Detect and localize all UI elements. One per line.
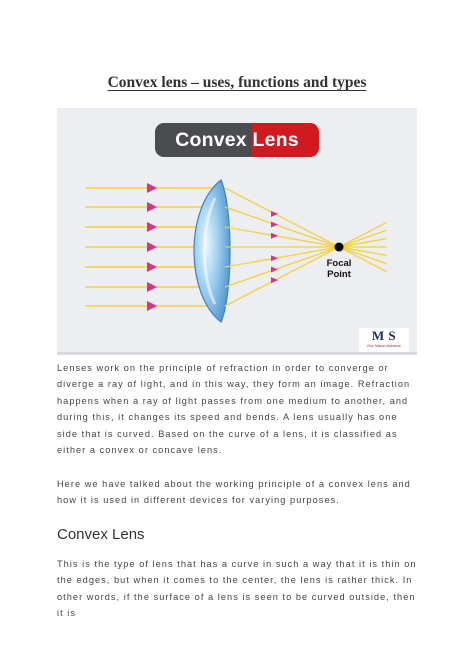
refracted-arrow bbox=[271, 266, 278, 272]
refracted-arrow bbox=[271, 277, 278, 283]
figure-divider bbox=[57, 352, 417, 355]
ray-arrow bbox=[147, 242, 157, 252]
intro-paragraph: Lenses work on the principle of refraction in order to converge or diverge a ray of light, and in this way, they form an image. Refraction happens when a ray of light passes from one medium to another, and during this, it changes its speed and bends. A lens usually has one side that is curved. Based on the curve of a lens, it is classified as either a convex or concave lens. bbox=[57, 363, 411, 456]
focal-point-label bbox=[314, 258, 364, 280]
focal-point-dot bbox=[335, 243, 344, 252]
logo-tagline: Our Vision Achieve bbox=[367, 343, 401, 348]
focal-label-line1: Focal bbox=[326, 258, 352, 269]
refracted-arrow bbox=[271, 211, 278, 217]
ray-arrow bbox=[147, 301, 157, 311]
convex-lens-figure bbox=[57, 108, 417, 354]
convex-lens-banner: Convex Lens bbox=[155, 123, 319, 157]
ray-arrow bbox=[147, 282, 157, 292]
focal-label-line2: Point bbox=[327, 269, 351, 280]
logo-mark: M S bbox=[371, 328, 397, 343]
ray-arrow bbox=[147, 222, 157, 232]
refracted-arrow bbox=[271, 255, 278, 261]
ray-arrow bbox=[147, 262, 157, 272]
section-heading: Convex Lens bbox=[57, 526, 145, 543]
refracted-arrow bbox=[271, 233, 278, 239]
ray-arrow bbox=[147, 202, 157, 212]
publisher-logo bbox=[359, 328, 409, 352]
ray-arrow bbox=[147, 183, 157, 193]
refracted-ray bbox=[225, 227, 387, 255]
page-title: Convex lens – uses, functions and types bbox=[107, 74, 367, 92]
refracted-rays bbox=[225, 188, 387, 306]
section-paragraph: This is the type of lens that has a curve in such a way that it is thin on the edges, but when it comes to the center, the lens is rather thick. In other words, if the surface of a lens is seen to be curved outside, then it is bbox=[57, 559, 417, 619]
summary-paragraph: Here we have talked about the working principle of a convex lens and how it is used in different devices for varying purposes. bbox=[57, 479, 411, 506]
refracted-arrow bbox=[271, 222, 278, 228]
